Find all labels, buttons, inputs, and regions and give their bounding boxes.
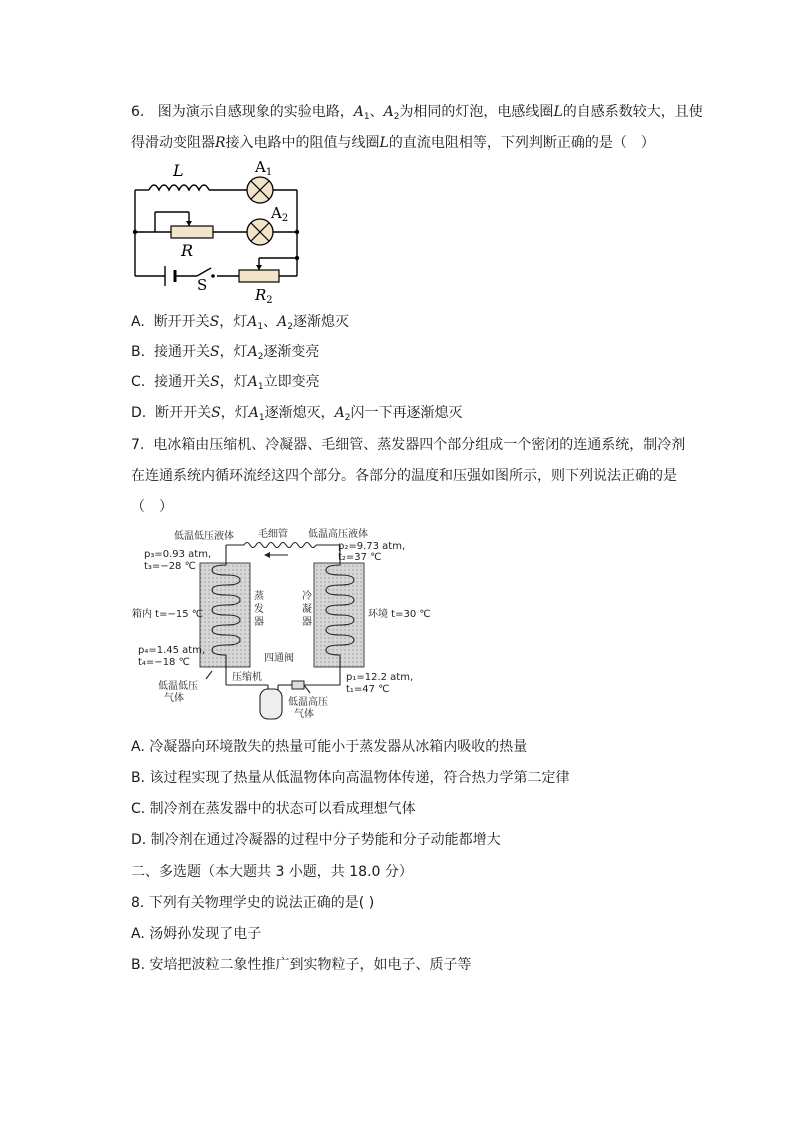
fig-gas-right-2: 气体 xyxy=(294,709,314,720)
var-A1: A xyxy=(353,104,364,120)
q6-circuit-figure xyxy=(125,158,315,306)
q7-option-C[interactable]: C. 制冷剂在蒸发器中的状态可以看成理想气体 xyxy=(131,801,416,817)
option-letter: A. xyxy=(131,314,145,330)
option-text: 逐渐熄灭， xyxy=(264,405,335,421)
fig-env-temp: 环境 t=30 ℃ xyxy=(368,609,431,620)
q7-stem-line2 xyxy=(131,466,677,486)
var-A2: A xyxy=(247,344,258,360)
var-A1: A xyxy=(247,314,258,330)
fig-valve: 四通阀 xyxy=(264,653,294,664)
q7-stem-line1 xyxy=(131,435,685,455)
fig-t4: t₄=−18 ℃ xyxy=(138,657,190,668)
sub: 1 xyxy=(257,322,264,332)
q6-stem-line2 xyxy=(131,133,655,153)
q6-text: 为相同的灯泡，电感线圈 xyxy=(399,104,554,120)
option-text: ，灯 xyxy=(219,374,248,390)
fig-t1: t₁=47 ℃ xyxy=(346,684,390,695)
var-A2: A xyxy=(383,104,394,120)
q8-option-A[interactable]: A. 汤姆孙发现了电子 xyxy=(131,926,262,942)
sub: 1 xyxy=(258,413,265,423)
q6-option-D[interactable] xyxy=(131,403,462,428)
var-L: L xyxy=(553,104,563,120)
sub: 1 xyxy=(363,112,370,122)
option-text: 逐渐熄灭 xyxy=(293,314,349,330)
sub: 2 xyxy=(393,112,400,122)
fig-p3: p₃=0.93 atm, xyxy=(144,549,212,560)
option-text: 立即变亮 xyxy=(263,374,320,390)
lamp-A1 xyxy=(247,177,273,203)
q7-number: 7. xyxy=(131,437,145,453)
sub: 2 xyxy=(287,322,293,332)
option-text: ，灯 xyxy=(219,314,248,330)
q7-option-A[interactable]: A. 冷凝器向环境散失的热量可能小于蒸发器从冰箱内吸收的热量 xyxy=(131,739,528,755)
section-title: 二、多选题（本大题共 3 小题，共 18.0 分） xyxy=(131,864,413,880)
option-text: 接通开关 xyxy=(153,344,210,360)
sub: 2 xyxy=(257,352,264,362)
label-R: R xyxy=(181,241,194,260)
option-letter: C. xyxy=(131,374,146,390)
var-A1: A xyxy=(248,405,259,421)
var-R: R xyxy=(215,135,226,151)
label-R2: $R_2$ xyxy=(255,286,273,306)
fig-p2: p₂=9.73 atm, xyxy=(338,541,406,552)
q6-text: 的自感系数较大，且使 xyxy=(562,104,703,120)
sep: 、 xyxy=(263,314,278,330)
label-A2: $A_2$ xyxy=(271,204,289,224)
q7-refrigerator-figure xyxy=(128,525,431,725)
var-A2: A xyxy=(277,314,288,330)
fig-gas-right-1: 低温高压 xyxy=(288,697,328,708)
option-letter: D. xyxy=(131,405,147,421)
q7-stem-line3 xyxy=(131,497,173,517)
option-text: 接通开关 xyxy=(154,374,211,390)
option-text: ，灯 xyxy=(219,344,248,360)
sep: 、 xyxy=(369,104,384,120)
q7-text: （ ） xyxy=(131,499,173,515)
var-A2: A xyxy=(334,405,345,421)
option-text: ，灯 xyxy=(220,405,249,421)
sub: 1 xyxy=(257,382,264,392)
var-S: S xyxy=(209,344,220,360)
q6-option-A[interactable] xyxy=(131,312,349,337)
q7-option-B[interactable]: B. 该过程实现了热量从低温物体向高温物体传递，符合热力学第二定律 xyxy=(131,770,570,786)
var-S: S xyxy=(211,405,221,421)
fig-cond-1: 冷 xyxy=(302,591,312,602)
fig-top-right: 低温高压液体 xyxy=(308,529,368,540)
q6-number: 6. xyxy=(131,104,145,120)
q7-option-D[interactable]: D. 制冷剂在通过冷凝器的过程中分子势能和分子动能都增大 xyxy=(131,832,501,848)
fig-capillary: 毛细管 xyxy=(258,529,288,540)
fig-p1: p₁=12.2 atm, xyxy=(346,672,414,683)
q6-option-C[interactable] xyxy=(131,372,320,397)
fig-cond-2: 凝 xyxy=(302,604,312,615)
fig-t2: t₂=37 ℃ xyxy=(338,552,382,563)
fig-evap-1: 蒸 xyxy=(254,591,264,602)
option-text: 逐渐变亮 xyxy=(263,344,320,360)
fig-evap-2: 发 xyxy=(254,604,264,615)
option-text: 断开开关 xyxy=(155,405,212,421)
fig-evap-3: 器 xyxy=(254,617,264,628)
q8-stem: 8. 下列有关物理学史的说法正确的是( ) xyxy=(131,895,375,911)
fig-top-left: 低温低压液体 xyxy=(174,531,234,542)
option-letter: B. xyxy=(131,344,146,360)
q7-text: 电冰箱由压缩机、冷凝器、毛细管、蒸发器四个部分组成一个密闭的连通系统，制冷剂 xyxy=(153,437,686,453)
option-text: 断开开关 xyxy=(153,314,210,330)
var-A1: A xyxy=(247,374,258,390)
var-S: S xyxy=(210,374,220,390)
q8-option-B[interactable]: B. 安培把波粒二象性推广到实物粒子，如电子、质子等 xyxy=(131,957,472,973)
option-text: 闪一下再逐渐熄灭 xyxy=(350,405,463,421)
var-S: S xyxy=(209,314,220,330)
fig-gas-left-2: 气体 xyxy=(164,693,184,704)
q7-text: 在连通系统内循环流经这四个部分。各部分的温度和压强如图所示，则下列说法正确的是 xyxy=(131,468,677,484)
q6-stem-line1 xyxy=(131,102,703,127)
fig-gas-left-1: 低温低压 xyxy=(158,681,198,692)
q6-text: 的直流电阻相等，下列判断正确的是（ ） xyxy=(388,135,655,151)
var-L: L xyxy=(379,135,389,151)
fig-compressor: 压缩机 xyxy=(232,672,262,683)
fig-cond-3: 器 xyxy=(302,617,312,628)
lamp-A2 xyxy=(247,219,273,245)
q6-text: 图为演示自感现象的实验电路， xyxy=(157,104,354,120)
fig-t3: t₃=−28 ℃ xyxy=(144,561,196,572)
label-S: S xyxy=(197,276,208,294)
sub: 2 xyxy=(344,413,351,423)
q6-text: 得滑动变阻器 xyxy=(131,135,215,151)
fig-inside-temp: 箱内 t=−15 ℃ xyxy=(132,609,203,620)
label-L: L xyxy=(173,161,184,180)
q6-option-B[interactable] xyxy=(131,342,319,367)
fig-p4: p₄=1.45 atm, xyxy=(138,645,206,656)
label-A1: $A_1$ xyxy=(255,158,273,178)
q6-text: 接入电路中的阻值与线圈 xyxy=(225,135,380,151)
